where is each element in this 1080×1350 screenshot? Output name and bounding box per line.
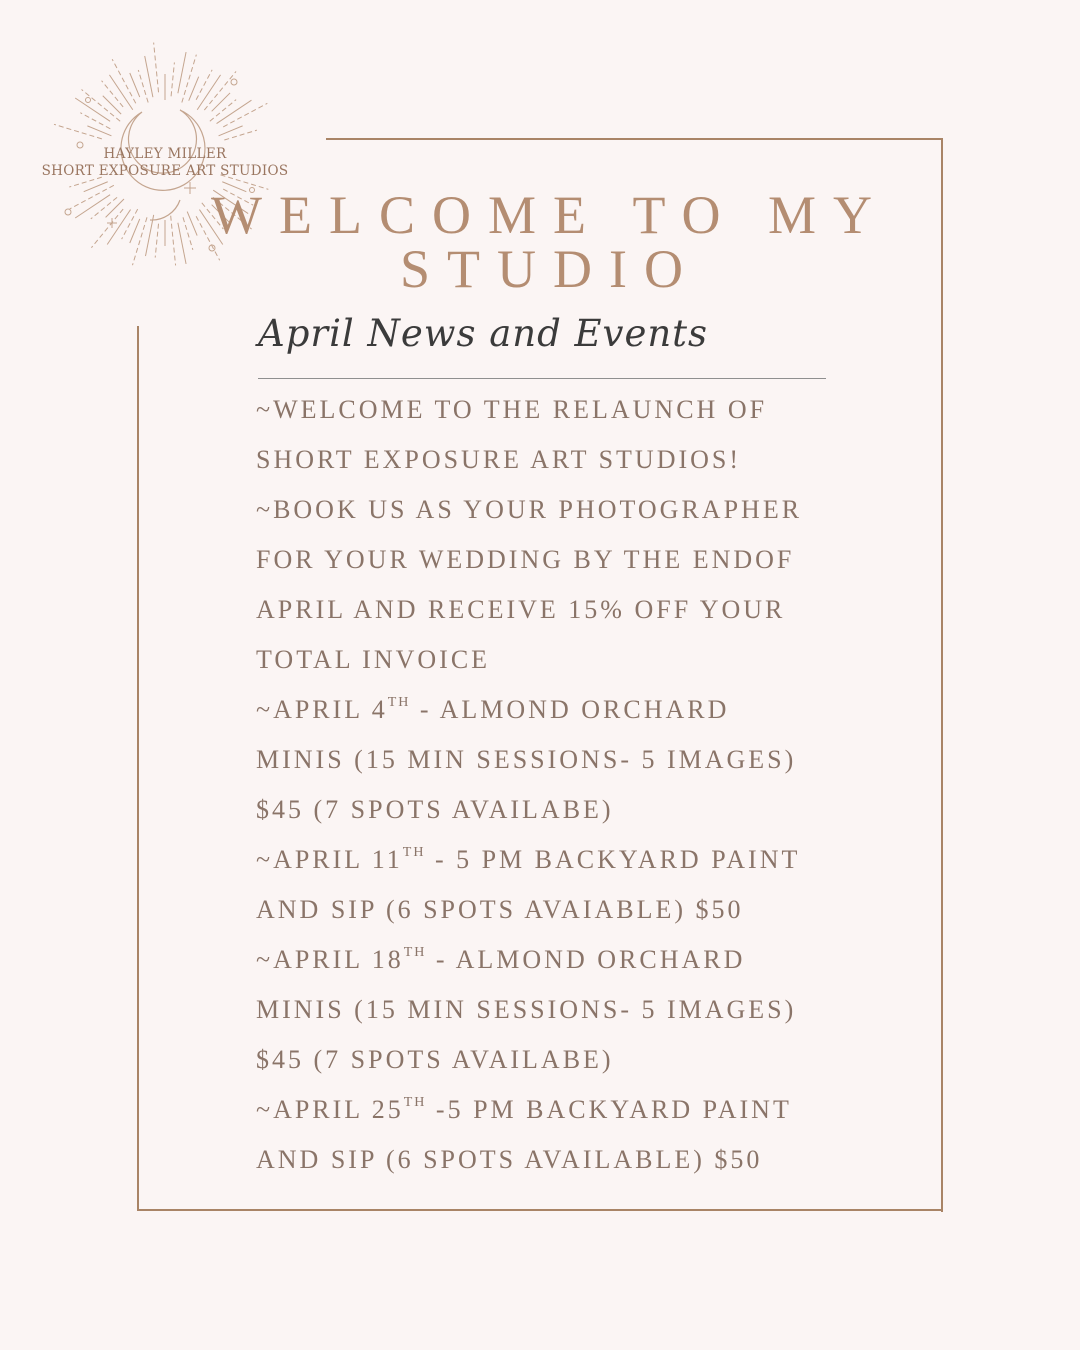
title-line-1: WELCOME TO MY xyxy=(211,185,889,245)
sun-ray xyxy=(130,73,140,97)
event-date: ~APRIL 18 xyxy=(256,945,404,974)
sun-ray xyxy=(171,62,174,96)
subtitle: April News and Events xyxy=(258,312,709,355)
sun-ray xyxy=(91,197,117,219)
event-text: - 5 PM BACKYARD PAINT xyxy=(425,845,801,874)
sun-ray xyxy=(54,124,102,139)
sun-ray xyxy=(155,224,158,258)
sun-ray xyxy=(132,217,147,265)
frame-right-line xyxy=(941,138,943,1212)
sun-ray xyxy=(210,100,236,122)
sun-ray xyxy=(107,210,130,245)
date-suffix: TH xyxy=(402,845,426,860)
event-line: ~WELCOME TO THE RELAUNCH OF xyxy=(256,395,768,424)
event-line: SHORT EXPOSURE ART STUDIOS! xyxy=(256,445,742,474)
date-suffix: TH xyxy=(403,945,427,960)
event-date: ~APRIL 4 xyxy=(256,695,388,724)
sun-ray xyxy=(171,216,176,266)
sun-ray xyxy=(187,212,197,236)
sun-ray xyxy=(102,81,124,107)
sun-ray xyxy=(138,70,148,103)
event-line: AND SIP (6 SPOTS AVAILABLE) $50 xyxy=(256,1145,763,1174)
page-title xyxy=(200,185,900,299)
event-line: MINIS (15 MIN SESSIONS- 5 IMAGES) xyxy=(256,745,797,774)
event-date: ~APRIL 25 xyxy=(256,1095,404,1124)
event-text: - ALMOND ORCHARD xyxy=(410,695,730,724)
event-line: $45 (7 SPOTS AVAILABE) xyxy=(256,1045,614,1074)
sun-ray xyxy=(145,215,153,256)
event-text: - ALMOND ORCHARD xyxy=(426,945,746,974)
date-suffix: TH xyxy=(387,695,411,710)
sun-ray xyxy=(154,43,159,93)
sun-ray xyxy=(122,209,138,239)
sun-ray xyxy=(103,96,121,114)
frame-bottom-line xyxy=(137,1209,943,1211)
event-text: -5 PM BACKYARD PAINT xyxy=(426,1095,792,1124)
event-line: AND SIP (6 SPOTS AVAIABLE) $50 xyxy=(256,895,744,924)
event-date: ~APRIL 11 xyxy=(256,845,403,874)
event-line: FOR YOUR WEDDING BY THE ENDOF xyxy=(256,545,795,574)
frame-left-line xyxy=(137,326,139,1211)
subtitle-divider xyxy=(258,378,826,379)
sun-ray xyxy=(197,75,220,110)
sun-ray xyxy=(178,52,186,93)
event-line: $45 (7 SPOTS AVAILABE) xyxy=(256,795,614,824)
sun-ray xyxy=(196,70,212,100)
sun-ray xyxy=(145,56,153,97)
sun-ray xyxy=(217,100,252,123)
sun-ray xyxy=(80,113,110,129)
event-line: ~BOOK US AS YOUR PHOTOGRAPHER xyxy=(256,495,803,524)
sun-ray xyxy=(130,219,140,243)
sun-ray xyxy=(219,126,243,136)
event-line: APRIL AND RECEIVE 15% OFF YOUR xyxy=(256,595,786,624)
event-line xyxy=(256,685,856,735)
sun-ray xyxy=(178,223,186,264)
event-line xyxy=(256,835,856,885)
logo-studio-name: SHORT EXPOSURE ART STUDIOS xyxy=(41,163,289,179)
events-list xyxy=(256,385,856,1185)
event-line: TOTAL INVOICE xyxy=(256,645,491,674)
event-line xyxy=(256,935,856,985)
title-line-2: STUDIO xyxy=(400,239,700,299)
sun-ray xyxy=(75,195,110,218)
logo-name: HAYLEY MILLER xyxy=(103,146,227,162)
event-line xyxy=(256,1085,856,1135)
sun-ray xyxy=(204,71,236,110)
sun-ray xyxy=(75,98,110,121)
frame-top-line xyxy=(326,138,943,140)
sun-ray xyxy=(106,199,124,217)
date-suffix: TH xyxy=(403,1095,427,1110)
sun-ray xyxy=(212,93,230,111)
event-line: MINIS (15 MIN SESSIONS- 5 IMAGES) xyxy=(256,995,797,1024)
